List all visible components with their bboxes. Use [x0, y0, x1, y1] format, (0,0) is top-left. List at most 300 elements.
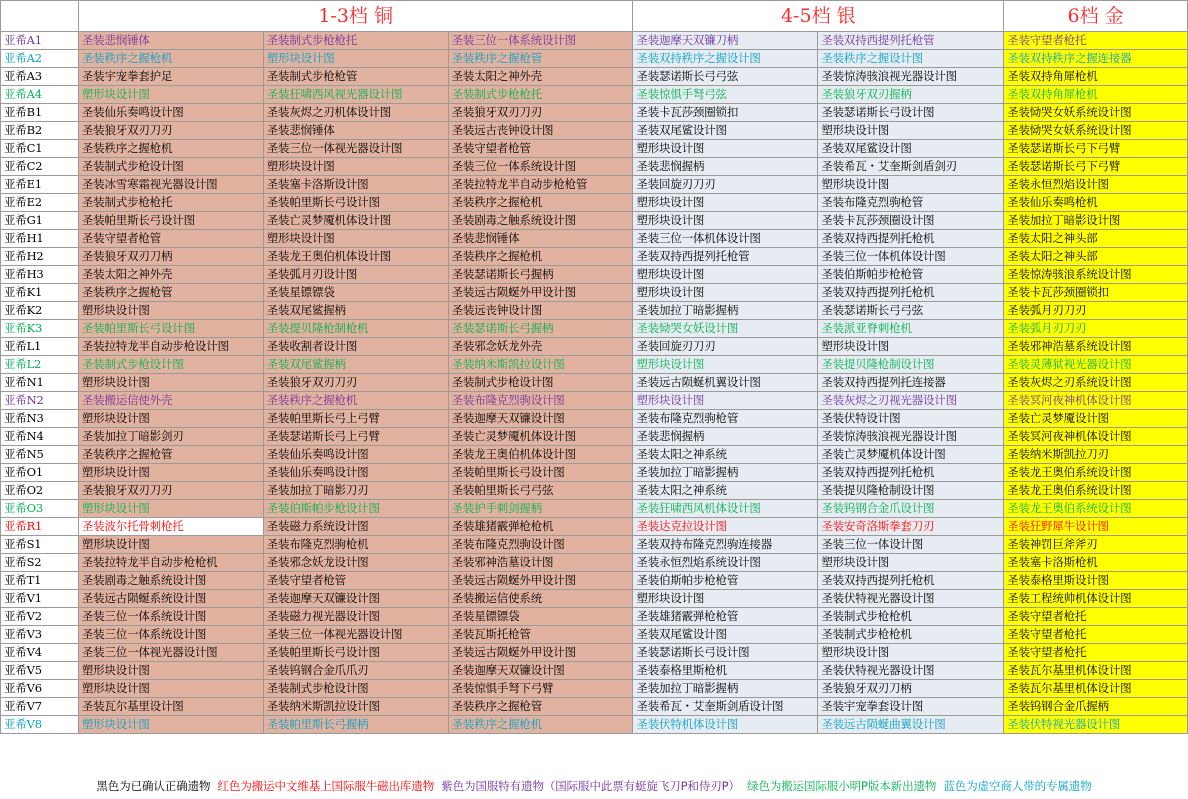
relic-cell[interactable]: 圣装制式步枪枪托	[448, 86, 633, 104]
relic-cell[interactable]: 圣装制式步枪设计图	[78, 158, 263, 176]
relic-cell[interactable]: 圣装太阳之神系统	[633, 446, 818, 464]
relic-cell[interactable]: 圣装制式步枪枪托	[263, 32, 448, 50]
relic-cell[interactable]: 圣装布隆克烈驹设计图	[448, 392, 633, 410]
relic-cell[interactable]: 圣装龙王奥伯系统设计图	[1004, 500, 1188, 518]
relic-cell[interactable]: 圣装双尾鲨设计图	[633, 626, 818, 644]
row-label-cell[interactable]: 亚希S2	[1, 554, 79, 572]
relic-cell[interactable]: 圣装狼牙双刃刀柄	[818, 680, 1004, 698]
relic-cell[interactable]: 圣装狼牙双刃刀刃	[78, 122, 263, 140]
relic-cell[interactable]: 圣装伯斯帕步枪枪管	[633, 572, 818, 590]
relic-cell[interactable]: 圣装拉特龙半自动步枪枪管	[448, 176, 633, 194]
relic-cell[interactable]: 圣装悲悯握柄	[633, 428, 818, 446]
relic-cell[interactable]: 圣装提贝隆枪制枪机	[263, 320, 448, 338]
relic-cell[interactable]: 圣装双持西提列托枪机	[818, 572, 1004, 590]
relic-cell[interactable]: 圣装达克拉设计图	[633, 518, 818, 536]
relic-cell[interactable]: 圣装惊涛骇浪视光器设计图	[818, 68, 1004, 86]
relic-cell[interactable]: 圣装邪念妖龙外壳	[448, 338, 633, 356]
relic-cell[interactable]: 圣装秩序之握枪机	[448, 194, 633, 212]
relic-cell[interactable]: 圣装制式步枪枪机	[818, 626, 1004, 644]
row-label-cell[interactable]: 亚希C1	[1, 140, 79, 158]
relic-cell[interactable]: 塑形块设计图	[78, 716, 263, 734]
relic-cell[interactable]: 圣装弧月刃刀刃	[1004, 320, 1188, 338]
relic-cell[interactable]: 圣装迦摩天双镰设计图	[263, 590, 448, 608]
row-label-cell[interactable]: 亚希V3	[1, 626, 79, 644]
relic-cell[interactable]: 圣装恸哭女妖系统设计图	[1004, 104, 1188, 122]
relic-cell[interactable]: 圣装双持角犀枪机	[1004, 68, 1188, 86]
table-row	[1, 122, 1188, 140]
header-corner[interactable]	[1, 1, 79, 32]
row-label-cell[interactable]: 亚希N2	[1, 392, 79, 410]
relic-cell[interactable]: 圣装狂啸西风机体设计图	[633, 500, 818, 518]
relic-cell[interactable]: 圣装守望者枪管	[448, 140, 633, 158]
relic-cell[interactable]: 圣装悲悯握柄	[633, 158, 818, 176]
row-label-cell[interactable]: 亚希N4	[1, 428, 79, 446]
relic-cell[interactable]: 圣装亡灵梦魇设计图	[1004, 410, 1188, 428]
row-label-cell[interactable]: 亚希L1	[1, 338, 79, 356]
relic-cell[interactable]: 圣装派亚脊刺枪机	[818, 320, 1004, 338]
relic-cell[interactable]: 圣装纳米斯凯拉刀刃	[1004, 446, 1188, 464]
relic-cell[interactable]: 圣装帕里斯长弓设计图	[263, 194, 448, 212]
row-label-cell[interactable]: 亚希L2	[1, 356, 79, 374]
relic-cell[interactable]: 圣装邪念妖龙设计图	[263, 554, 448, 572]
relic-cell[interactable]: 圣装秩序之握枪机	[78, 140, 263, 158]
relic-cell[interactable]: 塑形块设计图	[78, 464, 263, 482]
relic-cell[interactable]: 圣装仙乐奏鸣枪机	[1004, 194, 1188, 212]
relic-cell[interactable]: 圣装秩序之握枪管	[78, 284, 263, 302]
relic-cell[interactable]: 塑形块设计图	[78, 410, 263, 428]
relic-cell[interactable]: 圣装帕里斯长弓弓弦	[448, 482, 633, 500]
relic-cell[interactable]: 圣装秩序之握枪管	[448, 698, 633, 716]
relic-cell[interactable]: 圣装惊涛骇浪视光器设计图	[818, 428, 1004, 446]
relic-cell[interactable]: 圣装狂野犀牛设计图	[1004, 518, 1188, 536]
relic-cell[interactable]: 圣装瑟诺斯长弓上弓臂	[263, 428, 448, 446]
relic-cell[interactable]: 圣装钨钢合金爪握柄	[1004, 698, 1188, 716]
table-row	[1, 428, 1188, 446]
relic-cell[interactable]: 圣装纳米斯凯拉设计图	[448, 356, 633, 374]
relic-cell[interactable]: 圣装雄猪霰弹枪枪机	[448, 518, 633, 536]
relic-cell[interactable]: 圣装弧月刃设计图	[263, 266, 448, 284]
relic-cell[interactable]: 圣装加拉丁暗影剑刃	[78, 428, 263, 446]
relic-cell[interactable]: 圣装三位一体视光器设计图	[263, 140, 448, 158]
relic-cell[interactable]: 圣装亡灵梦魇机体设计图	[448, 428, 633, 446]
relic-cell[interactable]: 圣装制式步枪枪机	[818, 608, 1004, 626]
row-label-cell[interactable]: 亚希V8	[1, 716, 79, 734]
row-label-cell[interactable]: 亚希B2	[1, 122, 79, 140]
row-label-cell[interactable]: 亚希A4	[1, 86, 79, 104]
relic-cell[interactable]: 圣装远古陨蜒系统设计图	[78, 590, 263, 608]
relic-cell[interactable]: 圣装太阳之神外壳	[78, 266, 263, 284]
relic-cell[interactable]: 圣装太阳之神系统	[633, 482, 818, 500]
relic-cell[interactable]: 圣装瑟诺斯长弓设计图	[633, 644, 818, 662]
relic-cell[interactable]: 圣装悲悯锤体	[263, 122, 448, 140]
relic-cell[interactable]: 塑形块设计图	[818, 338, 1004, 356]
relic-cell[interactable]: 圣装帕里斯长弓设计图	[78, 212, 263, 230]
row-label-cell[interactable]: 亚希V2	[1, 608, 79, 626]
row-label-cell[interactable]: 亚希A1	[1, 32, 79, 50]
color-legend	[0, 773, 1188, 799]
relic-cell[interactable]: 圣装回旋刃刀刃	[633, 338, 818, 356]
relic-cell[interactable]: 圣装秩序之握枪管	[78, 446, 263, 464]
relic-cell[interactable]: 圣装仙乐奏鸣设计图	[78, 104, 263, 122]
relic-cell[interactable]: 圣装卡瓦莎颈圈设计图	[818, 212, 1004, 230]
relic-cell[interactable]: 塑形块设计图	[78, 500, 263, 518]
relic-cell[interactable]: 塑形块设计图	[263, 50, 448, 68]
relic-cell[interactable]: 圣装制式步枪设计图	[78, 356, 263, 374]
legend-purple: 紫色为国服特有遗物（国际服中此票有蜓旋飞刀P和侍刃P）	[441, 779, 740, 793]
relic-cell[interactable]: 圣装狼牙双刃刀柄	[78, 248, 263, 266]
relic-cell[interactable]: 圣装伏特视光器设计图	[1004, 716, 1188, 734]
relic-cell[interactable]: 塑形块设计图	[633, 356, 818, 374]
relic-cell[interactable]: 圣装太阳之神头部	[1004, 230, 1188, 248]
relic-cell[interactable]: 圣装双持西提列托枪机	[818, 284, 1004, 302]
relic-cell[interactable]: 圣装加拉丁暗影握柄	[633, 464, 818, 482]
relic-cell[interactable]: 圣装秩序之握枪管	[448, 50, 633, 68]
relic-cell[interactable]: 圣装守望者枪管	[263, 572, 448, 590]
relic-cell[interactable]: 圣装加拉丁暗影握柄	[633, 302, 818, 320]
row-label-cell[interactable]: 亚希R1	[1, 518, 79, 536]
relic-cell[interactable]: 圣装帕里斯长弓设计图	[448, 464, 633, 482]
relic-cell[interactable]: 圣装帕里斯长弓设计图	[263, 644, 448, 662]
relic-cell[interactable]: 圣装三位一体视光器设计图	[78, 644, 263, 662]
row-label-cell[interactable]: 亚希E1	[1, 176, 79, 194]
relic-cell[interactable]: 圣装龙王奥伯机体设计图	[263, 248, 448, 266]
relic-cell[interactable]: 圣装秩序之握枪机	[448, 248, 633, 266]
relic-cell[interactable]: 圣装迦摩天双镰刀柄	[633, 32, 818, 50]
relic-cell[interactable]: 圣装三位一体视光器设计图	[263, 626, 448, 644]
relic-cell[interactable]: 圣装亡灵梦魇机体设计图	[263, 212, 448, 230]
relic-cell[interactable]: 圣装布隆克烈驹枪机	[263, 536, 448, 554]
relic-cell[interactable]: 圣装瑟诺斯长弓弓弦	[633, 68, 818, 86]
row-label-cell[interactable]: 亚希A2	[1, 50, 79, 68]
relic-cell[interactable]: 圣装制式步枪枪托	[78, 194, 263, 212]
row-label-cell[interactable]: 亚希V6	[1, 680, 79, 698]
relic-cell[interactable]: 圣装拉特龙半自动步枪设计图	[78, 338, 263, 356]
row-label-cell[interactable]: 亚希V4	[1, 644, 79, 662]
row-label-cell[interactable]: 亚希H3	[1, 266, 79, 284]
relic-cell[interactable]: 圣装惊惧手弩下弓臂	[448, 680, 633, 698]
relic-cell[interactable]: 圣装永恒烈焰设计图	[1004, 176, 1188, 194]
relic-cell[interactable]: 塑形块设计图	[78, 86, 263, 104]
row-label-cell[interactable]: 亚希O2	[1, 482, 79, 500]
relic-cell[interactable]: 圣装瑟诺斯长弓设计图	[818, 104, 1004, 122]
relic-cell[interactable]: 圣装星镖镖袋	[263, 284, 448, 302]
relic-cell[interactable]: 圣装剧毒之触系统设计图	[78, 572, 263, 590]
relic-cell[interactable]: 圣装雄猪霰弹枪枪管	[633, 608, 818, 626]
table-row	[1, 698, 1188, 716]
relic-cell[interactable]: 圣装远古陨蜒外甲设计图	[448, 572, 633, 590]
relic-cell[interactable]: 圣装远古丧钟设计图	[448, 122, 633, 140]
relic-cell[interactable]: 圣装秩序之握枪机	[78, 50, 263, 68]
relic-cell[interactable]: 圣装卡瓦莎颈圈锁扣	[1004, 284, 1188, 302]
table-row	[1, 230, 1188, 248]
row-label-cell[interactable]: 亚希N3	[1, 410, 79, 428]
relic-cell[interactable]: 圣装远古陨蜒曲翼设计图	[818, 716, 1004, 734]
relic-cell[interactable]: 圣装制式步枪枪管	[263, 68, 448, 86]
relic-cell[interactable]: 圣装双尾鲨设计图	[633, 122, 818, 140]
relic-cell[interactable]: 圣装布隆克烈驹枪管	[818, 194, 1004, 212]
row-label-cell[interactable]: 亚希O1	[1, 464, 79, 482]
relic-cell[interactable]: 圣装秩序之握枪机	[263, 392, 448, 410]
relic-cell[interactable]: 圣装搬运信使外壳	[78, 392, 263, 410]
relic-cell[interactable]: 圣装秩序之握设计图	[818, 50, 1004, 68]
relic-cell[interactable]: 圣装希瓦・艾奎斯剑盾剑刃	[818, 158, 1004, 176]
relic-cell[interactable]: 圣装恸哭女妖设计图	[633, 320, 818, 338]
relic-cell[interactable]: 圣装泰格里斯枪机	[633, 662, 818, 680]
row-label-cell[interactable]: 亚希T1	[1, 572, 79, 590]
table-row	[1, 104, 1188, 122]
relic-cell[interactable]: 圣装布隆克烈驹枪管	[633, 410, 818, 428]
relic-cell[interactable]: 圣装提贝隆枪制设计图	[818, 356, 1004, 374]
relic-cell[interactable]: 圣装双尾鲨握柄	[263, 356, 448, 374]
relic-cell[interactable]: 圣装泰格里斯设计图	[1004, 572, 1188, 590]
relic-cell[interactable]: 圣装收割者设计图	[263, 338, 448, 356]
relic-cell[interactable]: 圣装磁力视光器设计图	[263, 608, 448, 626]
relic-cell[interactable]: 塑形块设计图	[633, 140, 818, 158]
relic-cell[interactable]: 圣装亡灵梦魇机体设计图	[818, 446, 1004, 464]
relic-cell[interactable]: 圣装回旋刃刀刃	[633, 176, 818, 194]
relic-cell[interactable]: 塑形块设计图	[633, 212, 818, 230]
relic-cell[interactable]: 圣装制式步枪设计图	[263, 680, 448, 698]
relic-cell[interactable]: 圣装灰烬之刃系统设计图	[1004, 374, 1188, 392]
row-label-cell[interactable]: 亚希V5	[1, 662, 79, 680]
table-row	[1, 626, 1188, 644]
relic-cell[interactable]: 塑形块设计图	[78, 374, 263, 392]
relic-cell[interactable]: 圣装瑟诺斯长弓下弓臂	[1004, 158, 1188, 176]
relic-cell[interactable]: 圣装秩序之握枪机	[448, 716, 633, 734]
relic-cell[interactable]: 圣装迦摩天双镰设计图	[448, 410, 633, 428]
relic-cell[interactable]: 圣装瑟诺斯长弓握柄	[448, 266, 633, 284]
relic-cell[interactable]: 圣装狼牙双刃刀刃	[78, 482, 263, 500]
row-label-cell[interactable]: 亚希H1	[1, 230, 79, 248]
relic-cell[interactable]: 圣装三位一体机体设计图	[633, 230, 818, 248]
relic-cell[interactable]: 圣装灰烬之刃机体设计图	[263, 104, 448, 122]
table-row	[1, 374, 1188, 392]
relic-cell[interactable]: 圣装悲悯锤体	[448, 230, 633, 248]
table-row	[1, 50, 1188, 68]
relic-cell[interactable]: 圣装护手刺剑握柄	[448, 500, 633, 518]
relic-cell[interactable]: 圣装提贝隆枪制设计图	[818, 482, 1004, 500]
relic-cell[interactable]: 圣装双尾鲨握柄	[263, 302, 448, 320]
relic-cell[interactable]: 圣装守望者枪托	[1004, 644, 1188, 662]
relic-cell[interactable]: 圣装悲悯锤体	[78, 32, 263, 50]
relic-cell[interactable]: 圣装瑟诺斯长弓下弓臂	[1004, 140, 1188, 158]
relic-cell[interactable]: 圣装惊惧手弩弓弦	[633, 86, 818, 104]
relic-cell[interactable]: 圣装龙王奥伯机体设计图	[448, 446, 633, 464]
relic-cell[interactable]: 圣装邪神浩墓系统设计图	[1004, 338, 1188, 356]
relic-cell[interactable]: 圣装灵薄狱视光器设计图	[1004, 356, 1188, 374]
row-label-cell[interactable]: 亚希N1	[1, 374, 79, 392]
relic-cell[interactable]: 圣装灰烬之刃视光器设计图	[818, 392, 1004, 410]
relic-cell[interactable]: 圣装守望者枪托	[1004, 608, 1188, 626]
relic-cell[interactable]: 圣装冥河夜神机体设计图	[1004, 428, 1188, 446]
relic-cell[interactable]: 塑形块设计图	[263, 230, 448, 248]
relic-cell[interactable]: 圣装瑟诺斯长弓握柄	[448, 320, 633, 338]
relic-cell[interactable]: 圣装龙王奥伯系统设计图	[1004, 482, 1188, 500]
relic-cell[interactable]: 圣装瓦斯托枪管	[448, 626, 633, 644]
relic-cell[interactable]: 圣装伯斯帕步枪枪管	[818, 266, 1004, 284]
row-label-cell[interactable]: 亚希O3	[1, 500, 79, 518]
row-label-cell[interactable]: 亚希E2	[1, 194, 79, 212]
relic-cell[interactable]: 塑形块设计图	[78, 662, 263, 680]
legend-green: 绿色为搬运国际服小明P版本新出遗物	[747, 779, 937, 793]
relic-cell[interactable]: 圣装工程统帅机体设计图	[1004, 590, 1188, 608]
relic-cell[interactable]: 圣装三位一体系统设计图	[78, 608, 263, 626]
relic-cell[interactable]: 塑形块设计图	[818, 554, 1004, 572]
relic-cell[interactable]: 圣装远古陨蜒外甲设计图	[448, 644, 633, 662]
relic-cell[interactable]: 圣装双持角犀枪机	[1004, 86, 1188, 104]
relic-cell[interactable]: 圣装仙乐奏鸣设计图	[263, 446, 448, 464]
relic-cell[interactable]: 圣装神罚巨斧斧刃	[1004, 536, 1188, 554]
relic-cell[interactable]: 圣装磁力系统设计图	[263, 518, 448, 536]
relic-cell[interactable]: 圣装加拉丁暗影握柄	[633, 680, 818, 698]
relic-cell[interactable]: 圣装守望者枪托	[1004, 626, 1188, 644]
header-tier-gold[interactable]: 6档 金	[1004, 1, 1188, 32]
table-row	[1, 572, 1188, 590]
relic-cell[interactable]: 塑形块设计图	[633, 590, 818, 608]
relic-cell[interactable]: 圣装恸哭女妖系统设计图	[1004, 122, 1188, 140]
relic-cell[interactable]: 圣装狂啸西风视光器设计图	[263, 86, 448, 104]
table-row	[1, 176, 1188, 194]
relic-cell[interactable]: 圣装双持西提列托枪机	[818, 464, 1004, 482]
relic-cell[interactable]: 圣装宇宠拳套护足	[78, 68, 263, 86]
relic-cell[interactable]: 圣装拉特龙半自动步枪枪机	[78, 554, 263, 572]
relic-cell[interactable]: 塑形块设计图	[818, 122, 1004, 140]
relic-cell[interactable]: 圣装三位一体系统设计图	[78, 626, 263, 644]
relic-cell[interactable]: 圣装塞卡洛斯枪机	[1004, 554, 1188, 572]
row-label-cell[interactable]: 亚希K1	[1, 284, 79, 302]
relic-cell[interactable]: 塑形块设计图	[78, 680, 263, 698]
relic-cell[interactable]: 圣装双持西提列托枪管	[818, 32, 1004, 50]
table-row	[1, 32, 1188, 50]
relic-cell[interactable]: 圣装守望者枪托	[1004, 32, 1188, 50]
relic-cell[interactable]: 塑形块设计图	[818, 176, 1004, 194]
relic-cell[interactable]: 圣装波尔托骨刺枪托	[78, 518, 263, 536]
table-row	[1, 644, 1188, 662]
relic-cell[interactable]: 圣装安奇洛斯拳套刀刃	[818, 518, 1004, 536]
table-row	[1, 608, 1188, 626]
row-label-cell[interactable]: 亚希N5	[1, 446, 79, 464]
relic-cell[interactable]: 塑形块设计图	[633, 266, 818, 284]
relic-cell[interactable]: 圣装宇宠拳套设计图	[818, 698, 1004, 716]
relic-cell[interactable]: 圣装远丧钟设计图	[448, 302, 633, 320]
row-label-cell[interactable]: 亚希S1	[1, 536, 79, 554]
relic-cell[interactable]: 圣装三位一体机体设计图	[818, 248, 1004, 266]
relic-cell[interactable]: 圣装狼牙双刃握柄	[818, 86, 1004, 104]
table-row	[1, 716, 1188, 734]
relic-cell[interactable]: 圣装守望者枪管	[78, 230, 263, 248]
relic-cell[interactable]: 圣装伏特视光器设计图	[818, 590, 1004, 608]
header-tier-silver[interactable]: 4-5档 银	[633, 1, 1004, 32]
relic-cell[interactable]: 圣装瓦尔基里设计图	[78, 698, 263, 716]
relic-cell[interactable]: 圣装双持布隆克烈驹连接器	[633, 536, 818, 554]
relic-cell[interactable]: 圣装瓦尔基里机体设计图	[1004, 680, 1188, 698]
relic-cell[interactable]: 圣装卡瓦莎颈圈锁扣	[633, 104, 818, 122]
row-label-cell[interactable]: 亚希C2	[1, 158, 79, 176]
relic-cell[interactable]: 圣装伏特设计图	[818, 410, 1004, 428]
relic-cell[interactable]: 圣装龙王奥伯系统设计图	[1004, 464, 1188, 482]
row-label-cell[interactable]: 亚希H2	[1, 248, 79, 266]
relic-cell[interactable]: 圣装双持西提列托枪管	[633, 248, 818, 266]
table-row	[1, 140, 1188, 158]
relic-cell[interactable]: 圣装邪神浩墓设计图	[448, 554, 633, 572]
relic-cell[interactable]: 圣装狼牙双刃刀刃	[448, 104, 633, 122]
relic-cell[interactable]: 圣装星镖镖袋	[448, 608, 633, 626]
relic-cell[interactable]: 圣装塞卡洛斯设计图	[263, 176, 448, 194]
table-row	[1, 284, 1188, 302]
relic-cell[interactable]: 圣装帕里斯长弓上弓臂	[263, 410, 448, 428]
relic-cell[interactable]: 圣装远古陨蜒外甲设计图	[448, 284, 633, 302]
relic-cell[interactable]: 圣装远古陨蜒机翼设计图	[633, 374, 818, 392]
relic-cell[interactable]: 圣装双持秩序之握设计图	[633, 50, 818, 68]
relic-cell[interactable]: 圣装布隆克烈驹设计图	[448, 536, 633, 554]
relic-cell[interactable]: 圣装双尾鲨设计图	[818, 140, 1004, 158]
relic-cell[interactable]: 圣装三位一体系统设计图	[448, 158, 633, 176]
relic-cell[interactable]: 圣装搬运信使系统	[448, 590, 633, 608]
row-label-cell[interactable]: 亚希B1	[1, 104, 79, 122]
relic-cell[interactable]: 塑形块设计图	[633, 194, 818, 212]
relic-cell[interactable]: 圣装冰雪寒霜视光器设计图	[78, 176, 263, 194]
relic-cell[interactable]: 圣装双持西提列托连接器	[818, 374, 1004, 392]
relic-cell[interactable]: 圣装伏特视光器设计图	[818, 662, 1004, 680]
relic-cell[interactable]: 塑形块设计图	[633, 392, 818, 410]
relic-cell[interactable]: 圣装三位一体设计图	[818, 536, 1004, 554]
row-label-cell[interactable]: 亚希A3	[1, 68, 79, 86]
relic-cell[interactable]: 圣装希瓦・艾奎斯剑盾设计图	[633, 698, 818, 716]
header-tier-copper[interactable]: 1-3档 铜	[78, 1, 633, 32]
relic-cell[interactable]: 圣装伯斯帕步枪设计图	[263, 500, 448, 518]
relic-cell[interactable]: 圣装钨钢合金爪爪刃	[263, 662, 448, 680]
relic-cell[interactable]: 塑形块设计图	[78, 302, 263, 320]
relic-cell[interactable]: 圣装加拉丁暗影刀刃	[263, 482, 448, 500]
relic-cell[interactable]: 圣装太阳之神头部	[1004, 248, 1188, 266]
table-row	[1, 356, 1188, 374]
row-label-cell[interactable]: 亚希K3	[1, 320, 79, 338]
relic-cell[interactable]: 圣装加拉丁暗影设计图	[1004, 212, 1188, 230]
relic-cell[interactable]: 圣装纳米斯凯拉设计图	[263, 698, 448, 716]
relic-cell[interactable]: 圣装钨钢合金爪设计图	[818, 500, 1004, 518]
relic-cell[interactable]: 圣装惊涛骇浪系统设计图	[1004, 266, 1188, 284]
relic-cell[interactable]: 圣装仙乐奏鸣设计图	[263, 464, 448, 482]
relic-cell[interactable]: 圣装双持西提列托枪机	[818, 230, 1004, 248]
relic-cell[interactable]: 圣装伏特机体设计图	[633, 716, 818, 734]
relic-cell[interactable]: 圣装冥河夜神机体设计图	[1004, 392, 1188, 410]
relic-cell[interactable]: 圣装狼牙双刃刀刃	[263, 374, 448, 392]
row-label-cell[interactable]: 亚希K2	[1, 302, 79, 320]
relic-cell[interactable]: 圣装剧毒之触系统设计图	[448, 212, 633, 230]
relic-cell[interactable]: 圣装帕里斯长弓设计图	[78, 320, 263, 338]
relic-cell[interactable]: 圣装迦摩天双镰设计图	[448, 662, 633, 680]
relic-cell[interactable]: 塑形块设计图	[78, 536, 263, 554]
table-row	[1, 464, 1188, 482]
relic-cell[interactable]: 圣装弧月刃刀刃	[1004, 302, 1188, 320]
relic-cell[interactable]: 圣装双持秩序之握连接器	[1004, 50, 1188, 68]
relic-cell[interactable]: 塑形块设计图	[818, 644, 1004, 662]
relic-cell[interactable]: 塑形块设计图	[633, 284, 818, 302]
relic-cell[interactable]: 圣装三位一体系统设计图	[448, 32, 633, 50]
row-label-cell[interactable]: 亚希G1	[1, 212, 79, 230]
relic-cell[interactable]: 圣装瑟诺斯长弓弓弦	[818, 302, 1004, 320]
legend-black: 黑色为已确认正确遗物	[96, 779, 211, 793]
relic-cell[interactable]: 圣装永恒烈焰系统设计图	[633, 554, 818, 572]
relic-cell[interactable]: 圣装帕里斯长弓握柄	[263, 716, 448, 734]
relic-cell[interactable]: 圣装瓦尔基里机体设计图	[1004, 662, 1188, 680]
relic-cell[interactable]: 圣装制式步枪设计图	[448, 374, 633, 392]
relic-cell[interactable]: 圣装太阳之神外壳	[448, 68, 633, 86]
table-row	[1, 680, 1188, 698]
row-label-cell[interactable]: 亚希V1	[1, 590, 79, 608]
relic-cell[interactable]: 塑形块设计图	[263, 158, 448, 176]
row-label-cell[interactable]: 亚希V7	[1, 698, 79, 716]
